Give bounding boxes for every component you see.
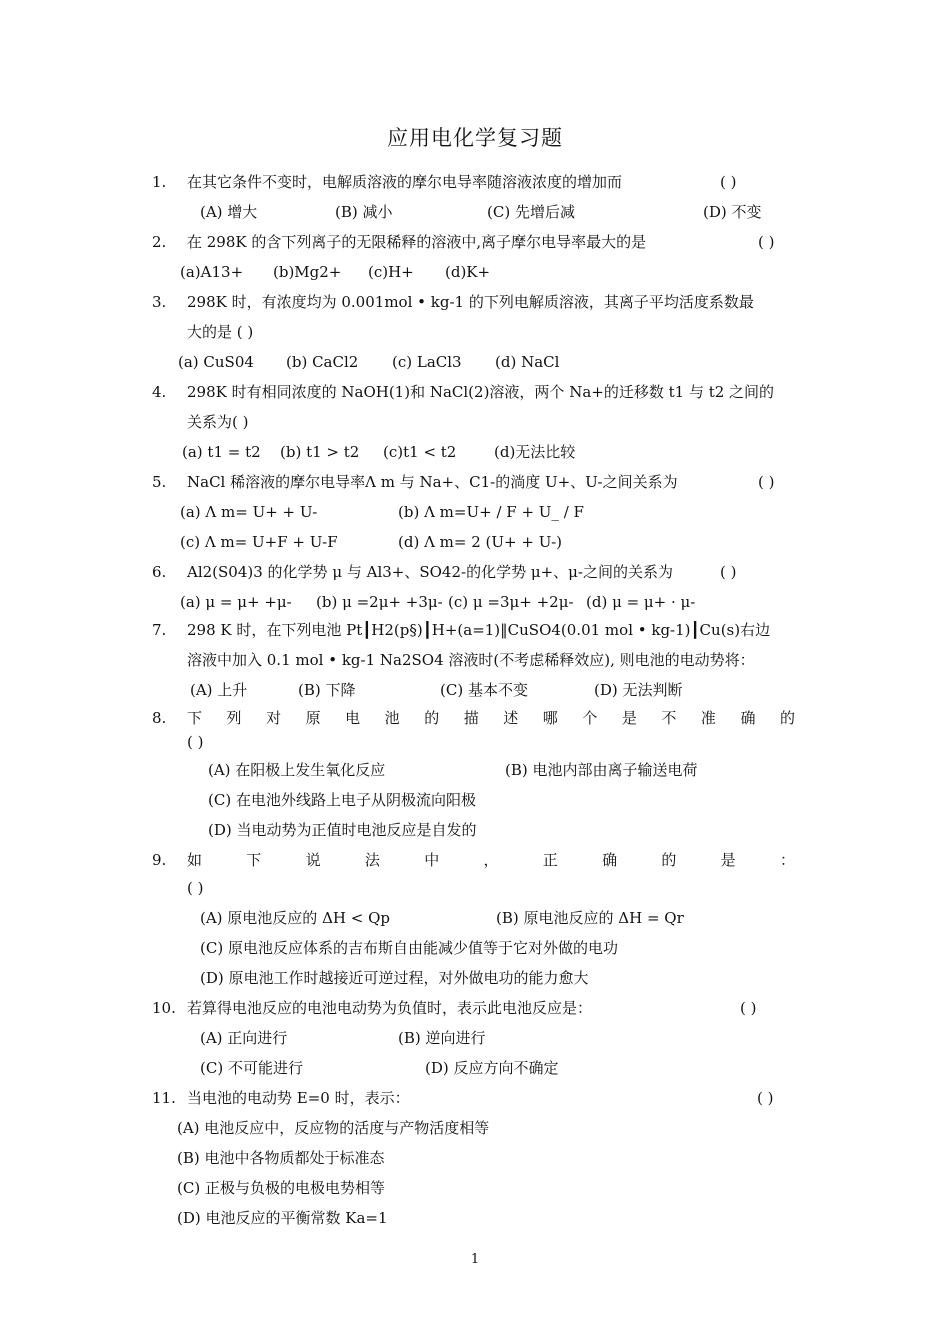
q4-line1: 298K 时有相同浓度的 NaOH(1)和 NaCl(2)溶液，两个 Na+的迁移数 t1 与 t2 之间的 bbox=[187, 383, 775, 401]
q8-option-b: (B) 电池内部由离子输送电荷 bbox=[505, 761, 698, 779]
q2-text: 在 298K 的含下列离子的无限稀释的溶液中,离子摩尔电导率最大的是 bbox=[187, 233, 647, 251]
q1-number: 1. bbox=[152, 173, 167, 191]
q9-option-b: (B) 原电池反应的 ΔH = Qr bbox=[496, 909, 684, 927]
q9-option-a: (A) 原电池反应的 ΔH < Qp bbox=[200, 909, 390, 927]
q8-option-a: (A) 在阳极上发生氧化反应 bbox=[208, 761, 386, 779]
q5-text: NaCl 稀溶液的摩尔电导率Λ m 与 Na+、C1-的淌度 U+、U-之间关系为 bbox=[187, 473, 678, 491]
q3-number: 3. bbox=[152, 293, 167, 311]
q9-char: 法 bbox=[364, 851, 380, 869]
q4-option-c: (c)t1 < t2 bbox=[383, 443, 457, 461]
q8-char: 列 bbox=[226, 709, 242, 727]
q2-option-b: (b)Mg2+ bbox=[273, 263, 342, 281]
q6-number: 6. bbox=[152, 563, 167, 581]
q9-question-text bbox=[187, 850, 795, 870]
q8-char: 原 bbox=[305, 709, 321, 727]
q8-char: 哪 bbox=[542, 709, 558, 727]
q8-char: 的 bbox=[779, 709, 795, 727]
q9-char: 确 bbox=[602, 851, 618, 869]
q8-char: 池 bbox=[384, 709, 400, 727]
q3-option-a: (a) CuS04 bbox=[178, 353, 254, 371]
q9-char: ： bbox=[779, 851, 795, 869]
q7-option-c: (C) 基本不变 bbox=[440, 681, 528, 699]
q11-option-c: (C) 正极与负极的电极电势相等 bbox=[177, 1179, 385, 1197]
q11-text: 当电池的电动势 E=0 时，表示： bbox=[187, 1089, 410, 1107]
q8-number: 8. bbox=[152, 709, 167, 727]
q6-option-a: (a) μ = μ+ +μ- bbox=[180, 593, 292, 611]
q8-answer-paren: ( ) bbox=[187, 733, 204, 751]
q1-text: 在其它条件不变时，电解质溶液的摩尔电导率随溶液浓度的增加而 bbox=[187, 173, 623, 191]
q9-number: 9. bbox=[152, 851, 167, 869]
q9-char: 正 bbox=[542, 851, 558, 869]
q3-option-c: (c) LaCl3 bbox=[392, 353, 462, 371]
q3-option-b: (b) CaCl2 bbox=[286, 353, 359, 371]
q4-option-d: (d)无法比较 bbox=[494, 443, 576, 461]
q7-number: 7. bbox=[152, 621, 167, 639]
q8-char: 不 bbox=[661, 709, 677, 727]
q11-option-b: (B) 电池中各物质都处于标准态 bbox=[177, 1149, 385, 1167]
q10-answer-paren: ( ) bbox=[740, 999, 757, 1017]
q8-char: 下 bbox=[187, 709, 203, 727]
q8-option-d: (D) 当电动势为正值时电池反应是自发的 bbox=[208, 821, 477, 839]
q4-option-a: (a) t1 = t2 bbox=[182, 443, 261, 461]
q1-option-c: (C) 先增后减 bbox=[487, 203, 575, 221]
q7-option-b: (B) 下降 bbox=[298, 681, 356, 699]
q6-answer-paren: ( ) bbox=[720, 563, 737, 581]
q8-char: 是 bbox=[621, 709, 637, 727]
q8-char: 确 bbox=[740, 709, 756, 727]
q1-option-a: (A) 增大 bbox=[200, 203, 258, 221]
q8-char: 准 bbox=[700, 709, 716, 727]
q10-option-a: (A) 正向进行 bbox=[200, 1029, 288, 1047]
q8-char: 个 bbox=[582, 709, 598, 727]
q5-number: 5. bbox=[152, 473, 167, 491]
q5-answer-paren: ( ) bbox=[758, 473, 775, 491]
q9-char: 说 bbox=[305, 851, 321, 869]
q9-option-c: (C) 原电池反应体系的吉布斯自由能减少值等于它对外做的电功 bbox=[200, 939, 618, 957]
q11-answer-paren: ( ) bbox=[757, 1089, 774, 1107]
q8-char: 的 bbox=[424, 709, 440, 727]
q10-text: 若算得电池反应的电池电动势为负值时，表示此电池反应是： bbox=[187, 999, 593, 1017]
q11-number: 11. bbox=[152, 1089, 176, 1107]
q3-line1: 298K 时，有浓度均为 0.001mol • kg-1 的下列电解质溶液，其离子平均活度系数最 bbox=[187, 293, 754, 311]
q8-char: 电 bbox=[345, 709, 361, 727]
q8-char: 对 bbox=[266, 709, 282, 727]
q5-option-b: (b) Λ m=U+ / F + U_ / F bbox=[398, 503, 584, 521]
q9-answer-paren: ( ) bbox=[187, 879, 204, 897]
q11-option-a: (A) 电池反应中，反应物的活度与产物活度相等 bbox=[177, 1119, 490, 1137]
q10-number: 10. bbox=[152, 999, 176, 1017]
q1-option-b: (B) 减小 bbox=[335, 203, 393, 221]
q1-option-d: (D) 不变 bbox=[703, 203, 762, 221]
q9-char: 中 bbox=[424, 851, 440, 869]
q7-option-d: (D) 无法判断 bbox=[594, 681, 683, 699]
q6-option-d: (d) μ = μ+ · μ- bbox=[586, 593, 696, 611]
page-title: 应用电化学复习题 bbox=[387, 126, 563, 150]
q8-char: 述 bbox=[503, 709, 519, 727]
q4-number: 4. bbox=[152, 383, 167, 401]
q10-option-c: (C) 不可能进行 bbox=[200, 1059, 303, 1077]
q9-char: 如 bbox=[187, 851, 203, 869]
q10-option-b: (B) 逆向进行 bbox=[398, 1029, 486, 1047]
q2-number: 2. bbox=[152, 233, 167, 251]
q11-option-d: (D) 电池反应的平衡常数 Ka=1 bbox=[177, 1209, 388, 1227]
q2-option-c: (c)H+ bbox=[368, 263, 414, 281]
q9-char: ， bbox=[483, 851, 499, 869]
q9-option-d: (D) 原电池工作时越接近可逆过程，对外做电功的能力愈大 bbox=[200, 969, 589, 987]
q3-line2: 大的是 ( ) bbox=[187, 323, 254, 341]
q6-text: Al2(S04)3 的化学势 μ 与 Al3+、SO42-的化学势 μ+、μ-之间的关系为 bbox=[187, 563, 673, 581]
q5-option-a: (a) Λ m= U+ + U- bbox=[180, 503, 318, 521]
q10-option-d: (D) 反应方向不确定 bbox=[425, 1059, 559, 1077]
q6-option-c: (c) μ =3μ+ +2μ- bbox=[448, 593, 574, 611]
q9-char: 是 bbox=[720, 851, 736, 869]
q8-question-text bbox=[187, 708, 795, 728]
q2-answer-paren: ( ) bbox=[758, 233, 775, 251]
q5-option-d: (d) Λ m= 2 (U+ + U-) bbox=[398, 533, 563, 551]
q2-option-a: (a)A13+ bbox=[180, 263, 244, 281]
page-number: 1 bbox=[470, 1252, 480, 1267]
q8-char: 描 bbox=[463, 709, 479, 727]
q8-option-c: (C) 在电池外线路上电子从阴极流向阳极 bbox=[208, 791, 476, 809]
q7-option-a: (A) 上升 bbox=[190, 681, 248, 699]
q9-char: 下 bbox=[246, 851, 262, 869]
q1-answer-paren: ( ) bbox=[720, 173, 737, 191]
q9-char: 的 bbox=[661, 851, 677, 869]
q4-line2: 关系为( ) bbox=[187, 413, 249, 431]
q2-option-d: (d)K+ bbox=[445, 263, 491, 281]
q4-option-b: (b) t1 > t2 bbox=[280, 443, 360, 461]
q7-line2: 溶液中加入 0.1 mol • kg-1 Na2SO4 溶液时(不考虑稀释效应), 则电池的电动势将： bbox=[187, 651, 755, 669]
q5-option-c: (c) Λ m= U+F + U-F bbox=[180, 533, 338, 551]
q6-option-b: (b) μ =2μ+ +3μ- bbox=[316, 593, 443, 611]
q3-option-d: (d) NaCl bbox=[495, 353, 560, 371]
q7-line1: 298 K 时，在下列电池 Pt┃H2(p§)┃H+(a=1)‖CuSO4(0.01 mol • kg-1)┃Cu(s)右边 bbox=[187, 621, 771, 639]
